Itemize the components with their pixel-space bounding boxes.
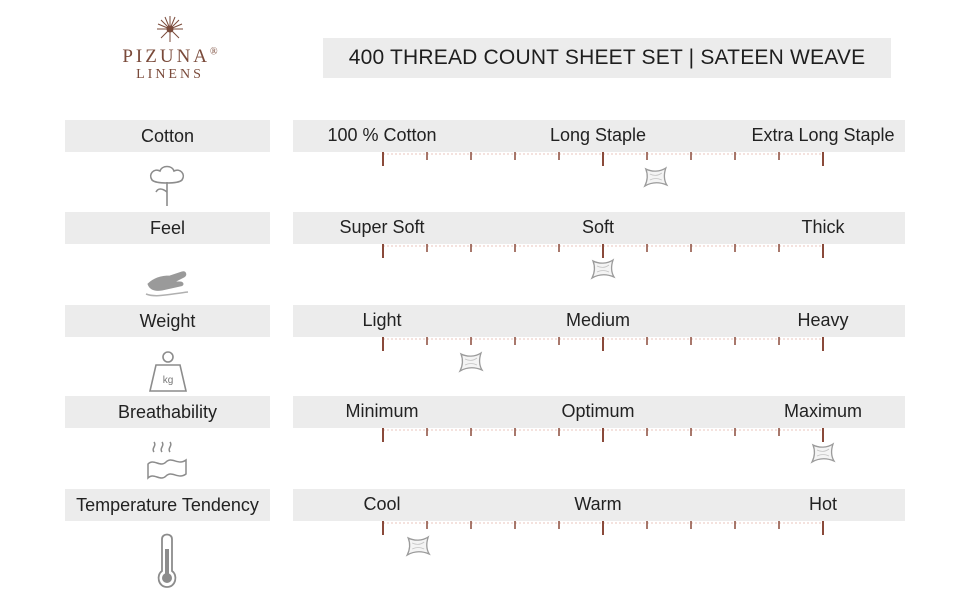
scale-option-mid: Warm [574, 494, 622, 514]
scale-option-low: Super Soft [339, 217, 425, 237]
attribute-scale [293, 120, 905, 152]
scale-option-low: Minimum [345, 401, 419, 421]
pillow-marker-icon [592, 260, 614, 278]
scale-option-high: Thick [801, 217, 845, 237]
hand-feel-icon [140, 254, 195, 302]
brand-name: PIZUNA [122, 46, 211, 67]
scale-option-high: Maximum [783, 401, 863, 421]
cotton-boll-icon [140, 162, 195, 210]
scale-option-high: Hot [808, 494, 838, 514]
pillow-marker-icon [812, 444, 834, 462]
pillow-marker-icon [407, 537, 429, 555]
brand-subtitle: LINENS [136, 67, 204, 82]
thermometer-icon [140, 531, 195, 589]
attribute-scale [293, 396, 905, 428]
scale-option-mid: Soft [581, 217, 615, 237]
scale-option-low: 100 % Cotton [327, 125, 437, 145]
scale-option-low: Light [362, 310, 402, 330]
scale-option-high: Extra Long Staple [751, 125, 895, 145]
attribute-label: Breathability [65, 396, 270, 428]
attribute-scale [293, 305, 905, 337]
page-title: 400 THREAD COUNT SHEET SET | SATEEN WEAVE [323, 38, 891, 78]
scale-option-mid: Long Staple [549, 125, 647, 145]
attribute-label: Weight [65, 305, 270, 337]
pillow-marker-icon [645, 168, 667, 186]
brand-logo [100, 14, 240, 84]
scale-option-mid: Optimum [561, 401, 635, 421]
pillow-marker-icon [460, 353, 482, 371]
attribute-label: Temperature Tendency [65, 489, 270, 521]
attribute-row-temperature [0, 489, 970, 581]
attribute-label: Feel [65, 212, 270, 244]
attribute-label: Cotton [65, 120, 270, 152]
scale-option-low: Cool [363, 494, 401, 514]
kg-label: kg [162, 375, 174, 386]
attribute-row-breathability [0, 396, 970, 488]
attribute-row-feel [0, 212, 970, 304]
attribute-row-cotton [0, 120, 970, 212]
scale-option-mid: Medium [565, 310, 631, 330]
breathable-fabric-icon [140, 438, 195, 486]
scale-option-high: Heavy [797, 310, 849, 330]
attribute-scale [293, 489, 905, 521]
registered-mark: ® [210, 46, 218, 58]
attribute-row-weight [0, 305, 970, 397]
kg-weight-icon [140, 347, 195, 395]
attribute-scale [293, 212, 905, 244]
flower-logo-icon [155, 14, 185, 44]
